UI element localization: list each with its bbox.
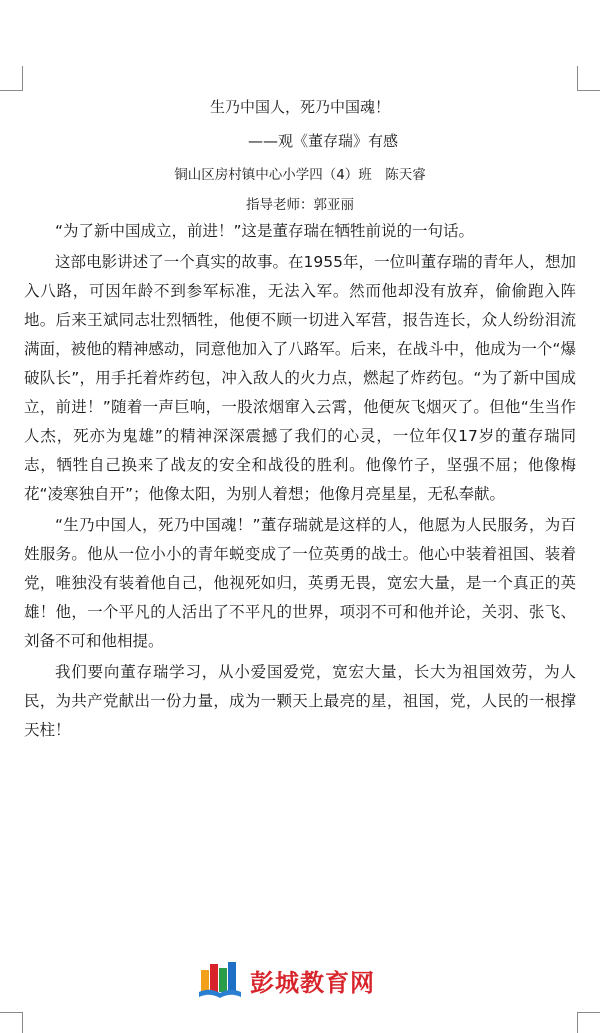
page-corner-top-right — [577, 66, 600, 91]
teacher-line: 指导老师：郭亚丽 — [246, 197, 354, 213]
watermark-text: 彭城教育网 — [250, 968, 375, 997]
paragraph-2: 这部电影讲述了一个真实的故事。在1955年，一位叫董存瑞的青年人，想加入八路，可因年龄不到参军标准，无法入军。然而他却没有放弃，偷偷跑入阵地。后来王斌同志壮烈牺牲，他便不顾一切进入军营，报告连长，众人纷纷泪流满面，被他的精神感动，同意他加入了八路军。后来，在战斗中，他成为一个“爆破队长”，用手托着炸药包，冲入敌人的火力点，燃起了炸药包。“为了新中国成立，前进！”随着一声巨响，一股浓烟窜入云霄，他便灰飞烟灭了。但他“生当作人杰，死亦为鬼雄”的精神深深震撼了我们的心灵，一位年仅17岁的董存瑞同志，牺牲自己换来了战友的安全和战役的胜利。他像竹子，坚强不屈；他像梅花“凌寒独自开”；他像太阳，为别人着想；他像月亮星星，无私奉献。 — [24, 253, 576, 503]
page-corner-bottom-right — [577, 1012, 600, 1033]
book-logo-icon — [198, 960, 242, 1000]
essay-title: 生乃中国人，死乃中国魂！ — [209, 98, 390, 116]
paragraph-3: “生乃中国人，死乃中国魂！”董存瑞就是这样的人，他愿为人民服务，为百姓服务。他从一位小小的青年蜕变成了一位英勇的战士。他心中装着祖国、装着党，唯独没有装着他自己，他视死如归，英勇无畏，宽宏大量，是一个真正的英雄！他，一个平凡的人活出了不平凡的世界，项羽不可和他并论，关羽、张飞、刘备不可和他相提。 — [24, 516, 576, 650]
page-corner-bottom-left — [0, 1012, 23, 1033]
essay-body — [24, 217, 576, 745]
paragraph-4: 我们要向董存瑞学习，从小爱国爱党，宽宏大量，长大为祖国效劳，为人民，为共产党献出一份力量，成为一颗天上最亮的星，祖国，党，人民的一根撑天柱！ — [24, 663, 576, 739]
essay-subtitle: ——观《董存瑞》有感 — [248, 132, 399, 150]
author-line: 铜山区房村镇中心小学四（4）班 陈天睿 — [174, 167, 426, 183]
paragraph-1: “为了新中国成立，前进！”这是董存瑞在牺牲前说的一句话。 — [55, 222, 475, 240]
page-corner-top-left — [0, 66, 23, 91]
site-watermark — [198, 958, 375, 1002]
